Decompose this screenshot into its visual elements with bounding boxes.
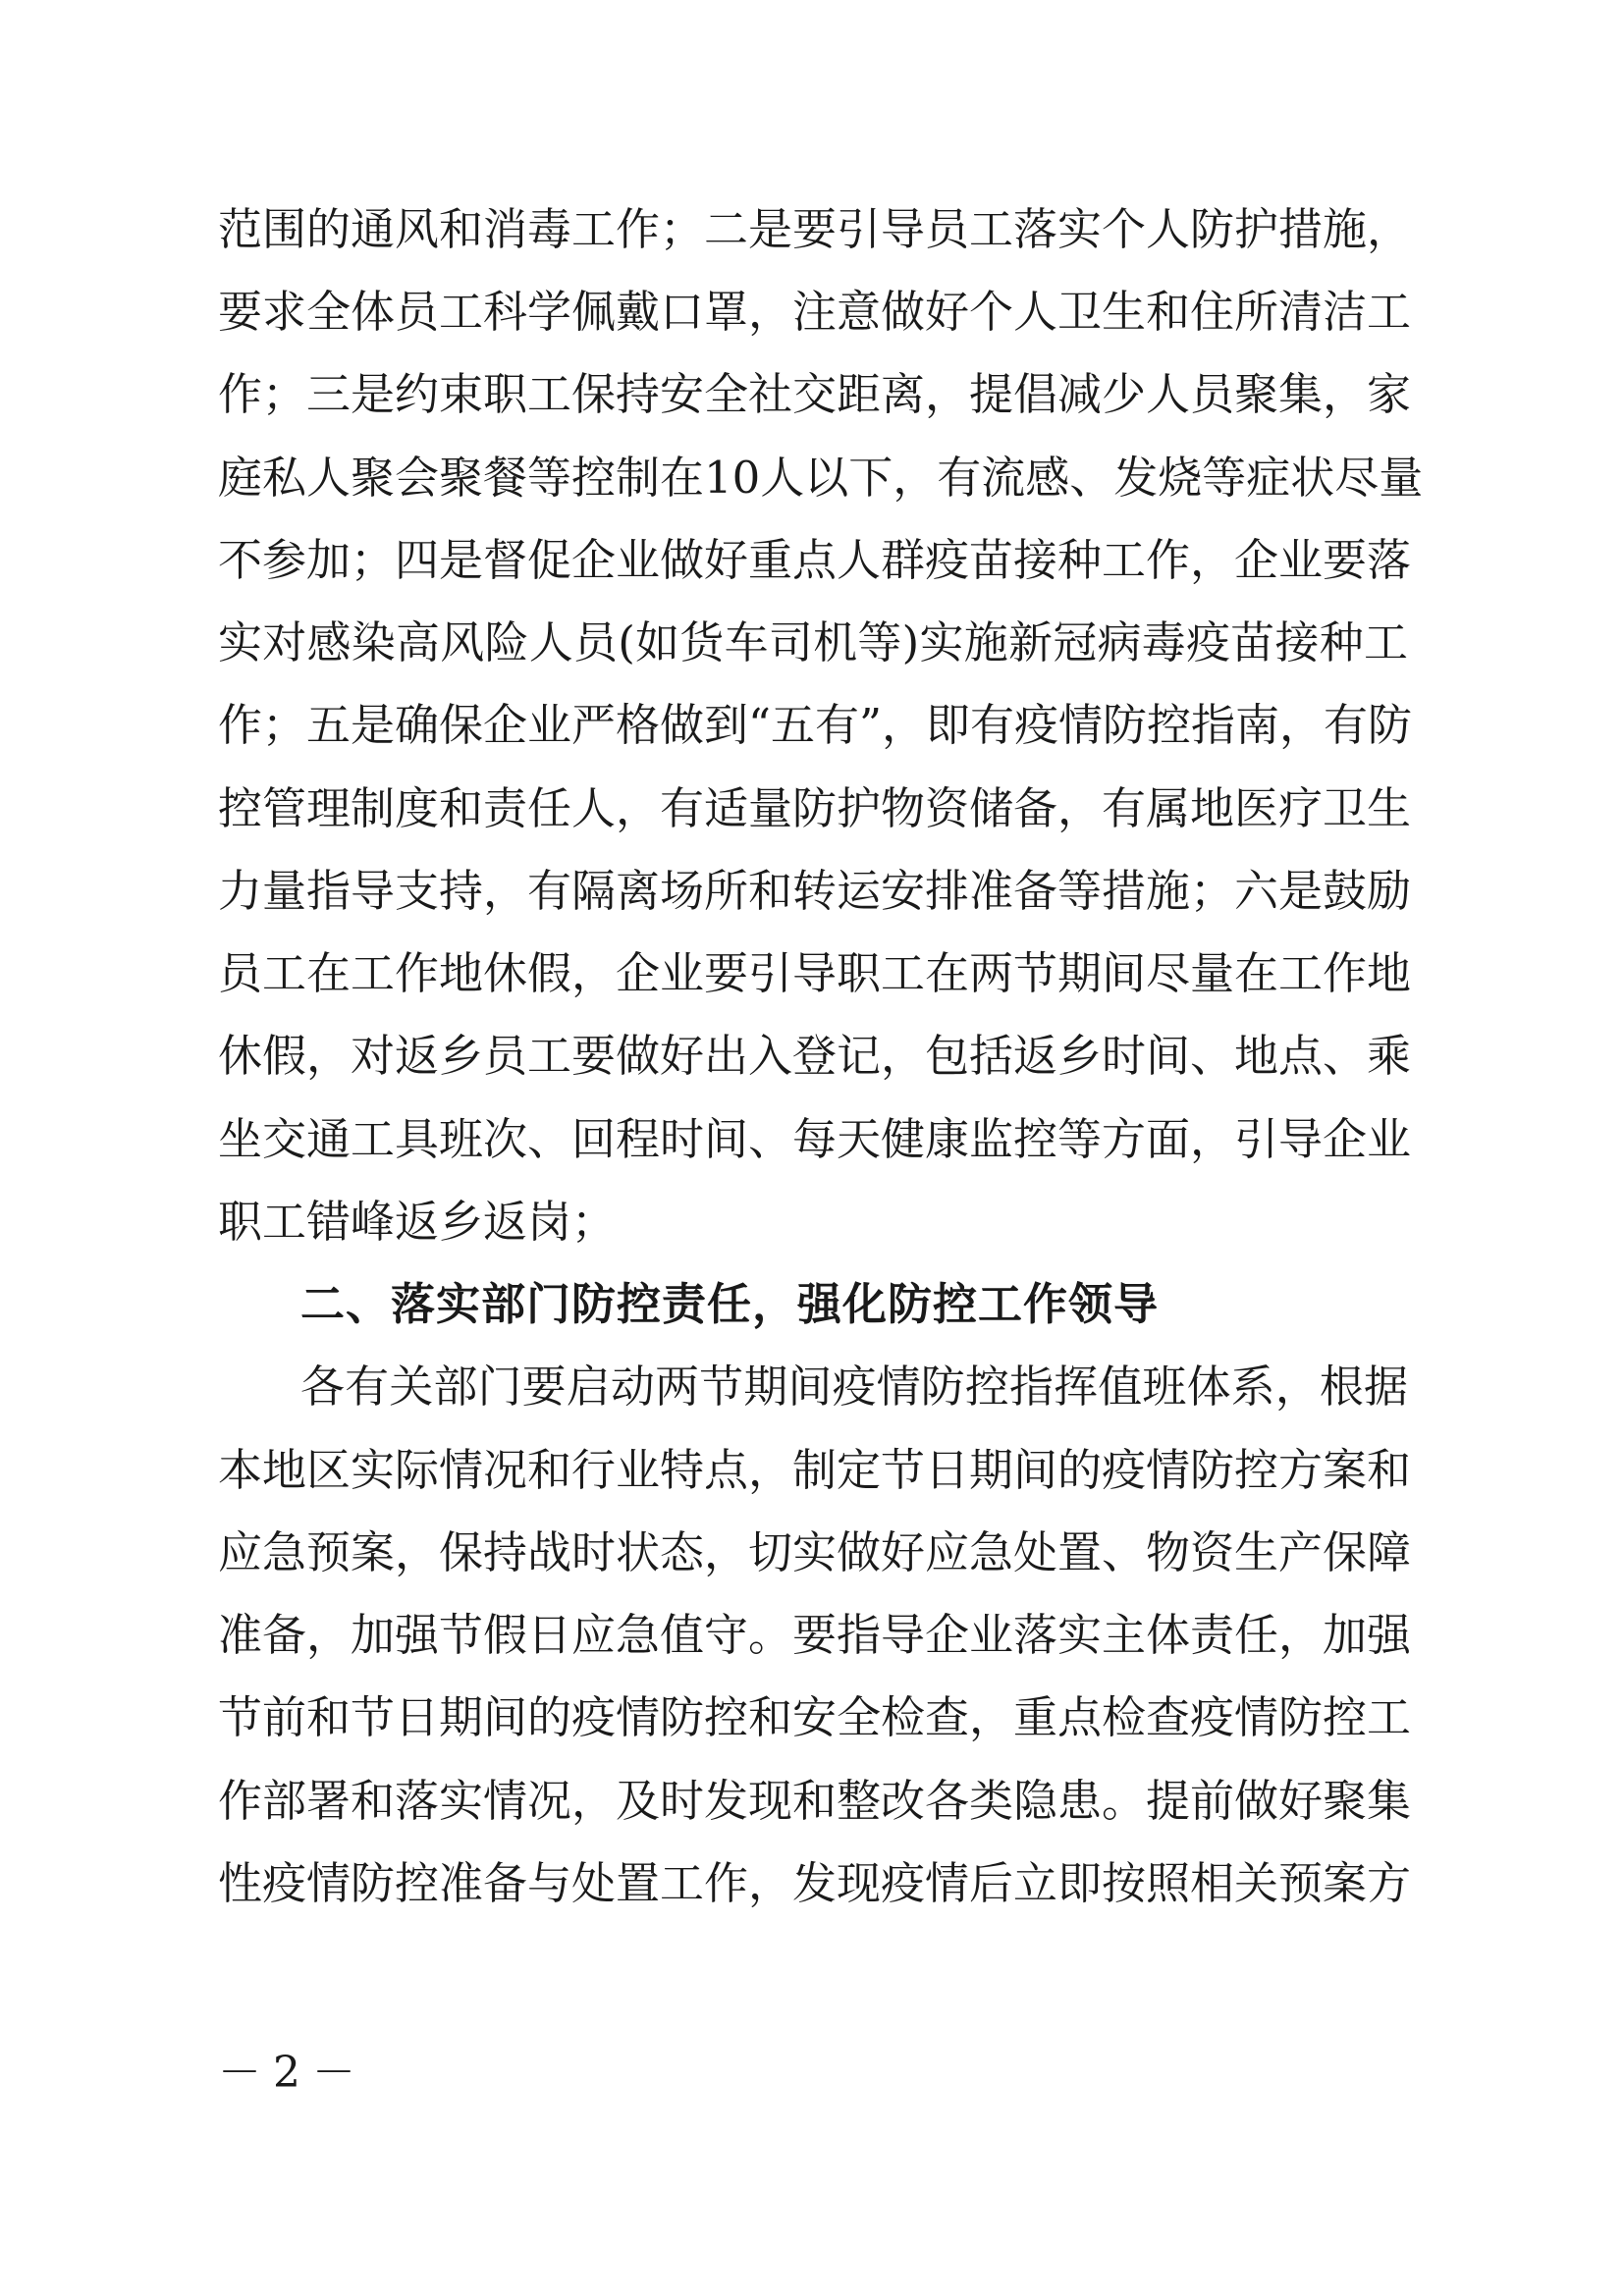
paragraph-line: 要求全体员工科学佩戴口罩，注意做好个人卫生和住所清洁工 [218,286,1412,338]
paragraph-line: 应急预案，保持战时状态，切实做好应急处置、物资生产保障 [218,1526,1412,1578]
paragraph-line: 休假，对返乡员工要做好出入登记，包括返乡时间、地点、乘 [218,1030,1412,1082]
paragraph-line: 控管理制度和责任人，有适量防护物资储备，有属地医疗卫生 [218,782,1412,834]
paragraph-line: 节前和节日期间的疫情防控和安全检查，重点检查疫情防控工 [218,1691,1412,1743]
paragraph-line: 准备，加强节假日应急值守。要指导企业落实主体责任，加强 [218,1609,1412,1661]
paragraph-line: 范围的通风和消毒工作；二是要引导员工落实个人防护措施， [218,203,1412,255]
paragraph-line: 作部署和落实情况，及时发现和整改各类隐患。提前做好聚集 [218,1775,1412,1827]
paragraph-line: 员工在工作地休假，企业要引导职工在两节期间尽量在工作地 [218,947,1412,999]
paragraph-line: 力量指导支持，有隔离场所和转运安排准备等措施；六是鼓励 [218,865,1412,917]
paragraph-line: 职工错峰返乡返岗； [218,1196,617,1248]
paragraph-line: 作；五是确保企业严格做到“五有”，即有疫情防控指南，有防 [218,699,1413,751]
paragraph-line: 各有关部门要启动两节期间疫情防控指挥值班体系，根据 [300,1361,1408,1413]
paragraph-line: 不参加；四是督促企业做好重点人群疫苗接种工作，企业要落 [218,534,1412,586]
paragraph-line: 本地区实际情况和行业特点，制定节日期间的疫情防控方案和 [218,1444,1412,1496]
section-heading: 二、落实部门防控责任，强化防控工作领导 [300,1278,1160,1330]
paragraph-line: 性疫情防控准备与处置工作，发现疫情后立即按照相关预案方 [218,1857,1412,1909]
paragraph-line: 庭私人聚会聚餐等控制在10人以下，有流感、发烧等症状尽量 [218,452,1424,504]
paragraph-line: 作；三是约束职工保持安全社交距离，提倡减少人员聚集，家 [218,368,1412,420]
page-number: －2－ [218,2048,367,2098]
paragraph-line: 实对感染高风险人员(如货车司机等)实施新冠病毒疫苗接种工 [218,616,1408,668]
paragraph-line: 坐交通工具班次、回程时间、每天健康监控等方面，引导企业 [218,1113,1412,1165]
